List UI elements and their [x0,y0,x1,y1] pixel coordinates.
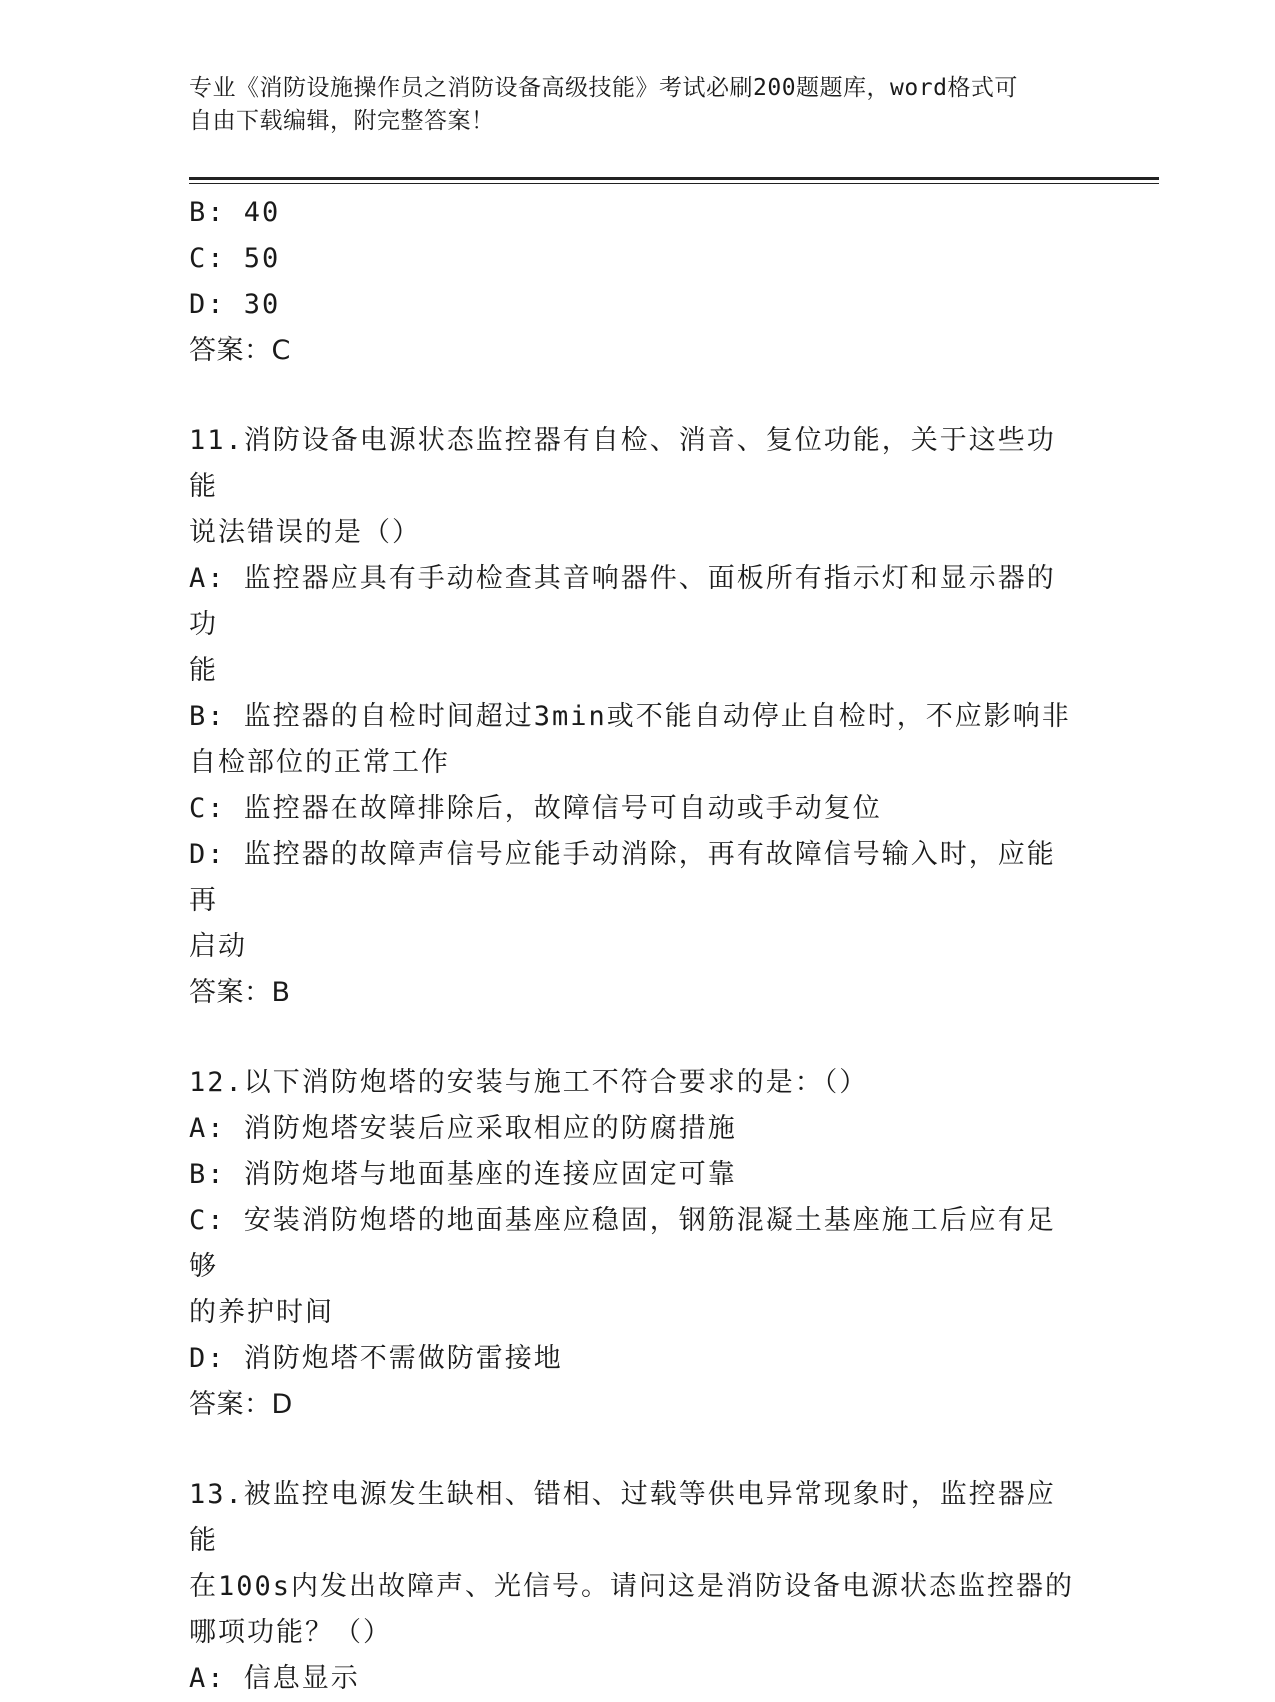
question-stem-cont: 哪项功能？（） [189,1617,392,1648]
question-stem: 11.消防设备电源状态监控器有自检、消音、复位功能，关于这些功能 [189,425,1056,502]
header-line-1: 专业《消防设施操作员之消防设备高级技能》考试必刷200题题库，word格式可 [189,75,1018,101]
option-b: B: 消防炮塔与地面基座的连接应固定可靠 [189,1159,737,1190]
option-b: B: 监控器的自检时间超过3min或不能自动停止自检时，不应影响非 [189,701,1071,732]
option-c: C: 50 [189,243,281,274]
option-d-cont: 启动 [189,931,247,962]
option-d: D: 监控器的故障声信号应能手动消除，再有故障信号输入时，应能再 [189,839,1056,916]
question-stem: 12.以下消防炮塔的安装与施工不符合要求的是：（） [189,1067,869,1098]
option-c: C: 安装消防炮塔的地面基座应稳固，钢筋混凝土基座施工后应有足够 [189,1205,1056,1282]
question-stem-cont: 说法错误的是（） [189,517,421,548]
question-13 [189,1472,1079,1702]
option-c: C: 监控器在故障排除后，故障信号可自动或手动复位 [189,793,882,824]
question-12 [189,1060,1079,1428]
option-a: A: 消防炮塔安装后应采取相应的防腐措施 [189,1113,737,1144]
option-a: A: 信息显示 [189,1663,360,1694]
answer: 答案：C [189,335,291,366]
question-stem-cont: 在100s内发出故障声、光信号。请问这是消防设备电源状态监控器的 [189,1571,1075,1602]
option-d: D: 30 [189,289,281,320]
question-content [189,190,1079,1702]
answer: 答案：B [189,977,291,1008]
question-10-tail [189,190,1079,374]
option-d: D: 消防炮塔不需做防雷接地 [189,1343,563,1374]
option-c-cont: 的养护时间 [189,1297,334,1328]
header-rule-thick [189,177,1159,180]
option-b-cont: 自检部位的正常工作 [189,747,450,778]
header-line-2: 自由下载编辑，附完整答案！ [189,108,495,134]
option-b: B: 40 [189,197,281,228]
option-a: A: 监控器应具有手动检查其音响器件、面板所有指示灯和显示器的功 [189,563,1056,640]
document-header [189,72,1089,138]
option-a-cont: 能 [189,655,218,686]
question-stem: 13.被监控电源发生缺相、错相、过载等供电异常现象时，监控器应能 [189,1479,1056,1556]
answer: 答案：D [189,1389,293,1420]
question-11 [189,418,1079,1016]
header-rule-thin [189,183,1159,184]
